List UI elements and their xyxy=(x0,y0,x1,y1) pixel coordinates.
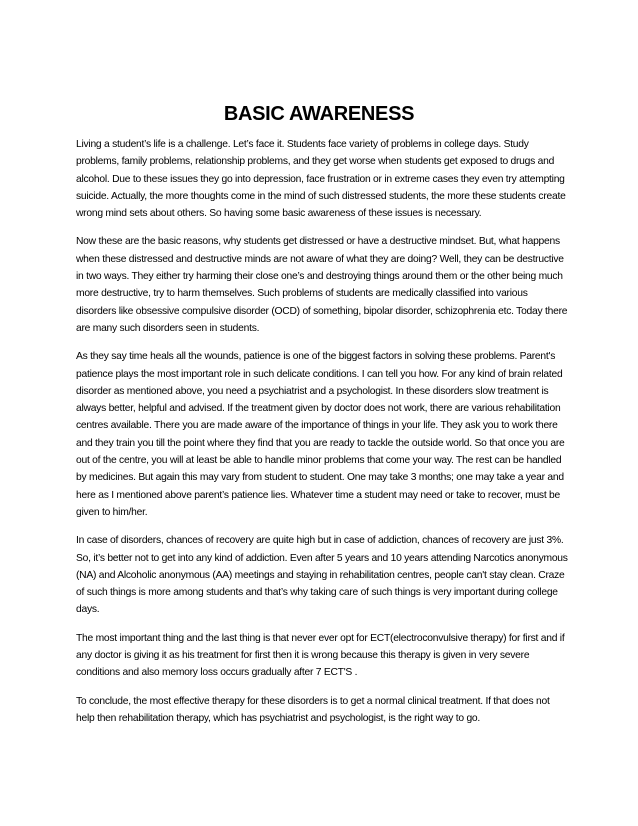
paragraph-reasons: Now these are the basic reasons, why students get distressed or have a destructive mindset. But, what happens when these distressed and destructive minds are not aware of what they are doing? Well, they can be destructive in two ways. They either try harming their close one’s and destroying things around them or the other being much more destructive, try to harm themselves. Such problems of students are medically classified into various disorders like obsessive compulsive disorder (OCD) of something, bipolar disorder, schizophrenia etc. Today there are many such disorders seen in students. xyxy=(76,236,568,334)
paragraph-conclusion: To conclude, the most effective therapy for these disorders is to get a normal clinical treatment. If that does not help then rehabilitation therapy, which has psychiatrist and psychologist, is the right way to go. xyxy=(76,695,550,724)
paragraph-intro: Living a student’s life is a challenge. Let’s face it. Students face variety of problems in college days. Study problems, family problems, relationship problems, and they get worse when students get exposed to drugs and alcohol. Due to these issues they go into depression, face frustration or in extreme cases they even try attempting suicide. Actually, the more thoughts come in the mind of such distressed students, the more these students create wrong mind sets about others. So having some basic awareness of these issues is necessary. xyxy=(76,139,566,220)
document-title: BASIC AWARENESS xyxy=(223,103,415,125)
paragraph-recovery: In case of disorders, chances of recovery are quite high but in case of addiction, chances of recovery are just 3%. So, it’s better not to get into any kind of addiction. Even after 5 years and 10 years attending Narcotics anonymous (NA) and Alcoholic anonymous (AA) meetings and staying in rehabilitation centres, people can't stay clean. Craze of such things is more among students and that’s why taking care of such things is very important during college days. xyxy=(76,535,568,616)
paragraph-ect: The most important thing and the last thing is that never ever opt for ECT(electroconvulsive therapy) for first and if any doctor is giving it as his treatment for first then it is wrong because this therapy is given in very severe conditions and also memory loss occurs gradually after 7 ECT'S . xyxy=(76,632,565,679)
document-body xyxy=(76,136,568,738)
paragraph-patience: As they say time heals all the wounds, patience is one of the biggest factors in solving these problems. Parent's patience plays the most important role in such delicate conditions. I can tell you how. For any kind of brain related disorder as mentioned above, you need a psychiatrist and a psychologist. In these disorders slow treatment is always better, helpful and advised. If the treatment given by doctor does not work, there are various rehabilitation centres available. There you are made aware of the importance of things in your life. They ask you to work there and they train you till the point where they find that you are ready to tackle the outside world. So that once you are out of the centre, you will at least be able to handle minor problems that come your way. The rest can be handled by medicines. But again this may vary from student to student. One may take 3 months; one may take a year and here as I mentioned above parent’s patience lies. Whatever time a student may need or take to recover, must be given to him/her. xyxy=(76,351,565,518)
